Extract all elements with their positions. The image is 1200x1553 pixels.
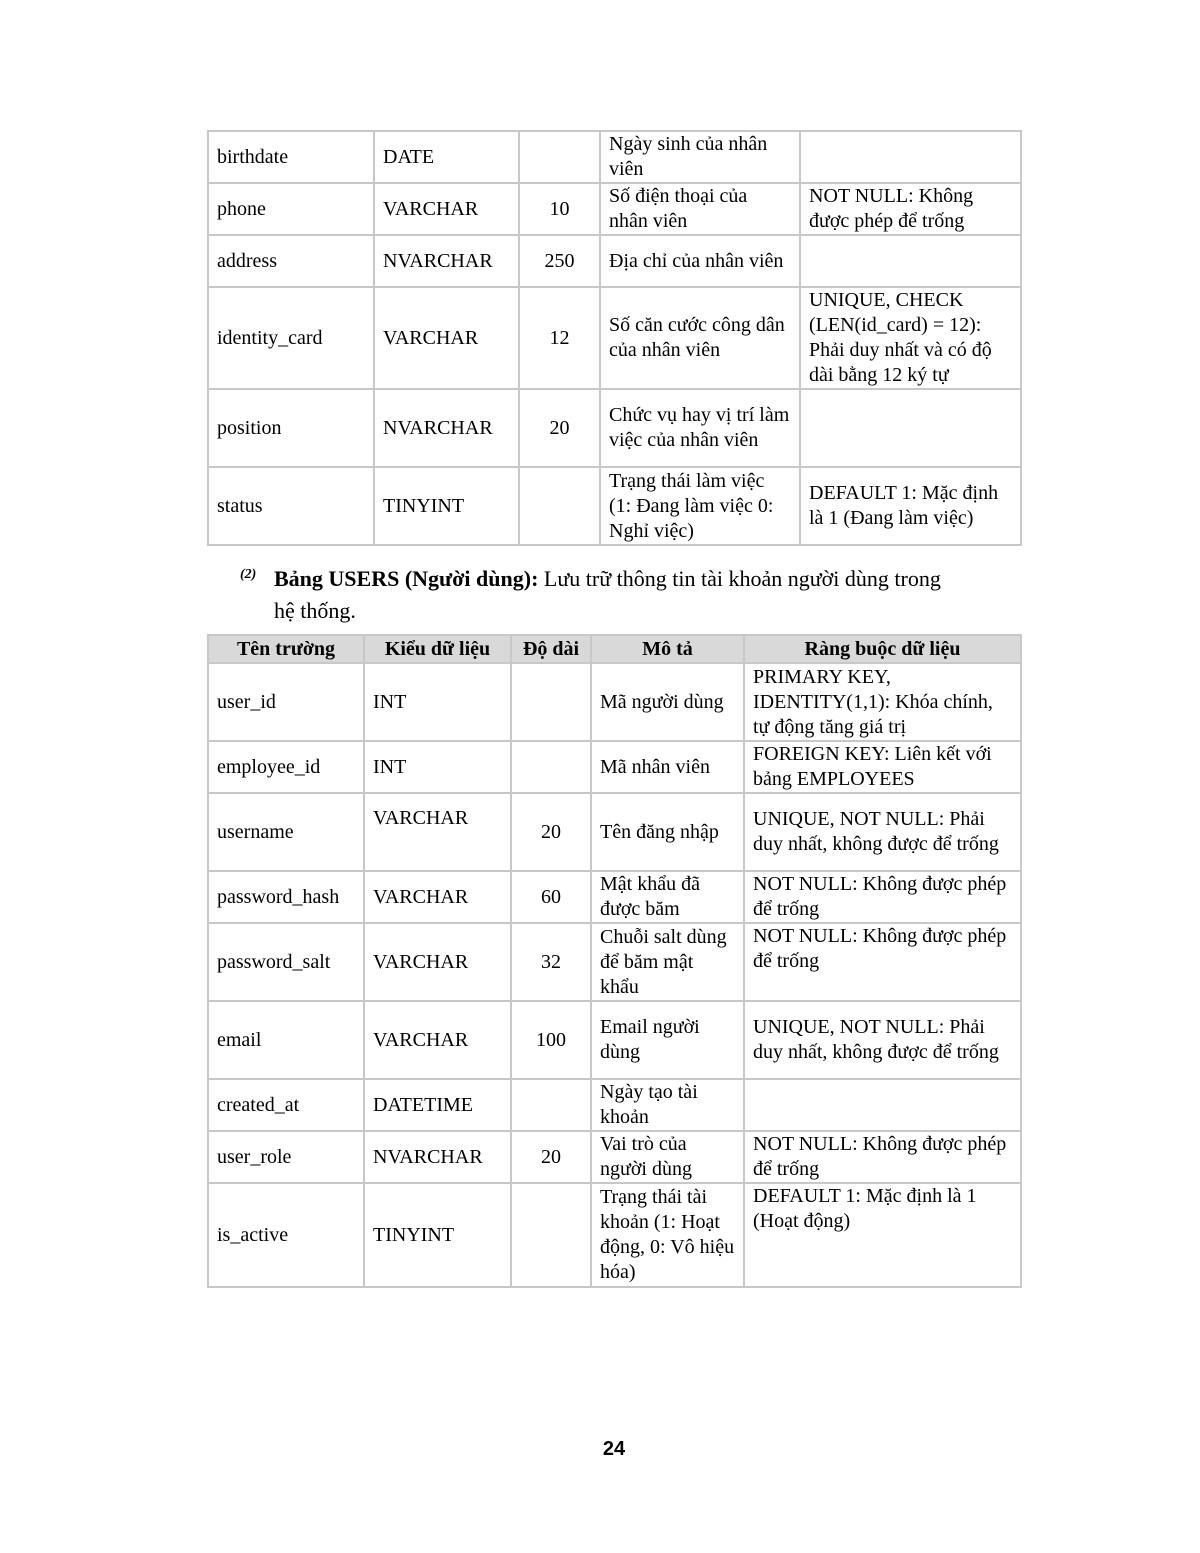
column-header-description: Mô tả [591, 635, 744, 663]
data-type: VARCHAR [364, 923, 511, 1001]
page-number: 24 [602, 1438, 626, 1460]
field-description: Ngày sinh của nhân viên [600, 131, 800, 183]
section-title: Bảng USERS (Người dùng): [274, 566, 539, 591]
field-constraint: NOT NULL: Không được phép để trống [744, 923, 1021, 1001]
field-constraint: NOT NULL: Không được phép để trống [800, 183, 1021, 235]
data-length: 10 [519, 183, 600, 235]
field-description: Mã người dùng [591, 663, 744, 741]
field-constraint: UNIQUE, NOT NULL: Phải duy nhất, không được để trống [744, 793, 1021, 871]
field-constraint: UNIQUE, CHECK (LEN(id_card) = 12): Phải duy nhất và có độ dài bằng 12 ký tự [800, 287, 1021, 389]
data-type: VARCHAR [374, 183, 519, 235]
field-description: Vai trò của người dùng [591, 1131, 744, 1183]
table-row [208, 287, 1021, 389]
field-description: Mã nhân viên [591, 741, 744, 793]
column-header-length: Độ dài [511, 635, 591, 663]
data-length [511, 741, 591, 793]
field-constraint [800, 389, 1021, 467]
field-name: status [208, 467, 374, 545]
employees-fields-table [207, 130, 1022, 546]
table-row [208, 1001, 1021, 1079]
field-name: username [208, 793, 364, 871]
data-length [519, 131, 600, 183]
table-row [208, 871, 1021, 923]
data-type: TINYINT [374, 467, 519, 545]
field-name: user_role [208, 1131, 364, 1183]
data-length: 20 [511, 793, 591, 871]
field-name: birthdate [208, 131, 374, 183]
field-description: Mật khẩu đã được băm [591, 871, 744, 923]
data-length: 20 [511, 1131, 591, 1183]
field-description: Chuỗi salt dùng để băm mật khẩu [591, 923, 744, 1001]
data-type: INT [364, 663, 511, 741]
field-constraint: NOT NULL: Không được phép để trống [744, 871, 1021, 923]
field-constraint: DEFAULT 1: Mặc định là 1 (Hoạt động) [744, 1183, 1021, 1287]
field-name: address [208, 235, 374, 287]
data-type: NVARCHAR [364, 1131, 511, 1183]
table-row [208, 389, 1021, 467]
field-constraint [744, 1079, 1021, 1131]
field-description: Ngày tạo tài khoản [591, 1079, 744, 1131]
data-length [519, 467, 600, 545]
data-length: 20 [519, 389, 600, 467]
field-constraint: PRIMARY KEY, IDENTITY(1,1): Khóa chính, tự động tăng giá trị [744, 663, 1021, 741]
field-description: Số căn cước công dân của nhân viên [600, 287, 800, 389]
column-header-field-name: Tên trường [208, 635, 364, 663]
data-type: NVARCHAR [374, 235, 519, 287]
table-row [208, 235, 1021, 287]
field-name: employee_id [208, 741, 364, 793]
table-row [208, 741, 1021, 793]
section-number: (2) [240, 567, 257, 582]
field-name: password_salt [208, 923, 364, 1001]
field-description: Trạng thái làm việc (1: Đang làm việc 0: Nghỉ việc) [600, 467, 800, 545]
field-name: is_active [208, 1183, 364, 1287]
data-type: TINYINT [364, 1183, 511, 1287]
section-text-continued: hệ thống. [274, 598, 356, 623]
table-row [208, 1079, 1021, 1131]
field-name: password_hash [208, 871, 364, 923]
data-type: INT [364, 741, 511, 793]
field-description: Trạng thái tài khoản (1: Hoạt động, 0: Vô hiệu hóa) [591, 1183, 744, 1287]
table-row [208, 923, 1021, 1001]
data-type: NVARCHAR [374, 389, 519, 467]
field-constraint [800, 131, 1021, 183]
table-row [208, 1131, 1021, 1183]
data-type: DATETIME [364, 1079, 511, 1131]
field-constraint [800, 235, 1021, 287]
field-constraint: FOREIGN KEY: Liên kết với bảng EMPLOYEES [744, 741, 1021, 793]
table-row [208, 467, 1021, 545]
field-name: phone [208, 183, 374, 235]
field-name: position [208, 389, 374, 467]
section-text: Lưu trữ thông tin tài khoản người dùng trong [538, 566, 941, 591]
column-header-data-type: Kiểu dữ liệu [364, 635, 511, 663]
data-length: 250 [519, 235, 600, 287]
data-length: 32 [511, 923, 591, 1001]
field-name: created_at [208, 1079, 364, 1131]
field-description: Số điện thoại của nhân viên [600, 183, 800, 235]
field-constraint: UNIQUE, NOT NULL: Phải duy nhất, không được để trống [744, 1001, 1021, 1079]
users-fields-table [207, 634, 1022, 1288]
data-length: 12 [519, 287, 600, 389]
field-description: Email người dùng [591, 1001, 744, 1079]
table-row [208, 183, 1021, 235]
data-type: DATE [374, 131, 519, 183]
data-type: VARCHAR [364, 871, 511, 923]
field-constraint: DEFAULT 1: Mặc định là 1 (Đang làm việc) [800, 467, 1021, 545]
field-name: user_id [208, 663, 364, 741]
field-name: identity_card [208, 287, 374, 389]
data-length: 60 [511, 871, 591, 923]
data-type: VARCHAR [364, 793, 511, 871]
field-constraint: NOT NULL: Không được phép để trống [744, 1131, 1021, 1183]
table-row [208, 131, 1021, 183]
data-length: 100 [511, 1001, 591, 1079]
section-heading-line1 [274, 563, 941, 594]
table-header-row [208, 635, 1021, 663]
data-type: VARCHAR [374, 287, 519, 389]
data-type: VARCHAR [364, 1001, 511, 1079]
data-length [511, 663, 591, 741]
field-description: Chức vụ hay vị trí làm việc của nhân viên [600, 389, 800, 467]
table-row [208, 793, 1021, 871]
table-row [208, 1183, 1021, 1287]
data-length [511, 1079, 591, 1131]
field-name: email [208, 1001, 364, 1079]
column-header-constraint: Ràng buộc dữ liệu [744, 635, 1021, 663]
field-description: Địa chỉ của nhân viên [600, 235, 800, 287]
table-row [208, 663, 1021, 741]
data-length [511, 1183, 591, 1287]
field-description: Tên đăng nhập [591, 793, 744, 871]
